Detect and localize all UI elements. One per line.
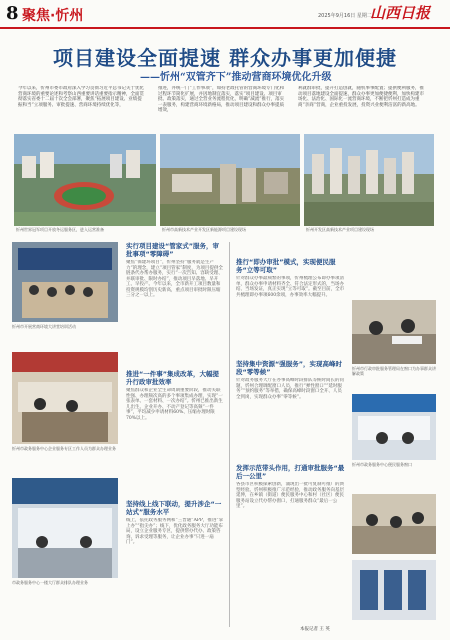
subheadline: ——忻州“双管齐下”推动营商环境优化升级 [140,72,332,83]
lead-column-1: 今年以来，忻州市委市政府深入学习贯彻习近平总书记关于优化营商环境的重要论述和考察山西重要讲话重要指示精神，全面贯彻落实省委十二届十次全会部署，聚焦“拓展项目建设、业绩提振和当”立项服务、审批提速、营商环境持续优化等， [18,86,144,108]
photo-staff-explaining-policy [352,300,436,364]
section-body-2: 聚焦群众和企业全生命周期重要阶段，推动关联性强、办理频次高的多个事项集成办理，实现“一张表单、一套材料、一次办结”。忻州已推出新生儿出生、企业开办、不动产登记等高频“一件事”，平均减少申请材料60%、压缩办理时限70%以上。 [126,388,223,421]
aerial-photo-residential-complex [304,134,434,226]
image-caption-2: 忻州市政务服务中心企业服务专区工作人员为群众办理业务 [12,446,116,451]
photo-convenience-window [352,394,436,460]
section-heading-1: 实行项目建设“管家式”服务，审批事项“零障碍” [126,242,220,258]
photo-caption-3: 忻州开发区高新技术产业项目建设现场 [306,227,374,232]
section-body-1: 聚焦“保建环项目”，忻州坚持“服务就是生产力”的理念，建立“项目管家”制度，为项目提供全链条代办帮办服务，实行“一次告知、容缺受理、并联审批、限时办结”，推动项目早落地、早开工、早投产。今年以来，全市新开工项目数量和投资规模均创历史新高，重点项目审批时限压缩三分之一以上。 [126,260,223,298]
section-body-3: 线上，依托政务服务网和“三晋通”APP，推进“掌上办”“指尖办”；线下，优化政务服务大厅功能布局，设立企业服务专区，提供帮办代办、政策咨询、诉求受理等服务，让企业办事“只进一扇门”。 [126,518,224,545]
photo-service-hall [12,352,118,444]
aerial-photo-construction-site [160,134,300,226]
lead-column-3: 利就群审批，提升打造创就，随机事事配置；提供便利服务，推动项目落地建设全面提速，群众办事更加便捷便利，加快构建市场化、法治化、国际化一流营商环境，不断把忻州打造成为重商“亲商”营商，企业重投发展，投资兴业便利洁富的新高地。 [298,86,424,108]
section-heading-4: 推行“即办审批”模式，实现便民服务“立等可取” [236,258,336,274]
photo-self-service-area [352,560,436,620]
photo-caption-1: 忻州世界冠军项目开放冬运服务区，进入运营准备 [16,227,104,232]
photo-caption-2: 忻州市高新技术产业开发区新能源项目建设现场 [162,227,246,232]
aerial-photo-sports-stadium [14,134,156,226]
newspaper-masthead: 山西日报 [370,4,431,22]
image-caption-3: 市政务服务中心一楼大厅群众排队办理业务 [12,580,88,585]
lead-column-2: 推进，并统一门“工作事项”，如持老政托管的营商环境专门化和过程环节简化扩展，并因地制宜落实，落实“项目建设、项目审批、政策落实，通过全营业务流程优化，明确“减流”推行，落实一表服务，构建营商环境新格局，推动项目建设和群众办事提质增效， [158,86,285,113]
section-title: 聚焦·忻州 [22,8,84,24]
photo-training-session [12,242,118,322]
issue-date: 2025年9月16日 星期二 [318,13,372,19]
page-number: 8 [6,3,19,24]
image-caption-4: 忻州市行政审批服务管理局在窗口为办事群众讲解政策 [352,366,436,376]
column-divider [229,242,230,627]
section-heading-2: 推进“一件事”集成改革，大幅提升行政审批效率 [126,370,220,386]
section-body-6: 各县市区积极探索创新，涌现出一批可复制可推广的典型经验。忻州积极推广示范经验，推动政务服务向基层延伸，在乡镇（街道）便民服务中心和村（社区）便民服务站设立代办帮办窗口，打通服务群众“最后一公里”。 [236,482,344,509]
section-body-4: 针对群众办事最频繁的事项，忻州梳理公布即办事项清单，群众办事申请材料齐全、符合法定形式的，当场办结、当场发证，真正实现“立等可取”。截至目前，全市共梳理即办事项600余项，办事效率大幅提升。 [236,276,345,298]
headline: 项目建设全面提速 群众办事更加便捷 [53,46,397,70]
section-heading-5: 坚持集中资源“强服务”，实现高峰时段“零等候” [236,360,343,376]
byline: 本报记者 王 英 [300,627,330,632]
image-caption-5: 忻州市政务服务中心便民服务窗口 [352,462,412,467]
section-heading-6: 发挥示范带头作用，打通审批服务“最后一公里” [236,464,345,480]
image-caption-1: 忻州市开展营商环境大讲堂培训活动 [12,324,76,329]
photo-service-windows [12,478,118,578]
section-heading-3: 坚持线上线下联动，提升涉企“一站式”服务水平 [126,500,222,516]
photo-consultation-desk [352,494,436,554]
section-body-5: 针对政务服务大厅在办事高峰时段排队等候时间长的问题，忻州合理调配窗口人员，推行“弹性窗口”“延时服务”“预约服务”等举措，确保高峰时段窗口全开、人员全到岗，实现群众办事“零等候”。 [236,378,344,400]
